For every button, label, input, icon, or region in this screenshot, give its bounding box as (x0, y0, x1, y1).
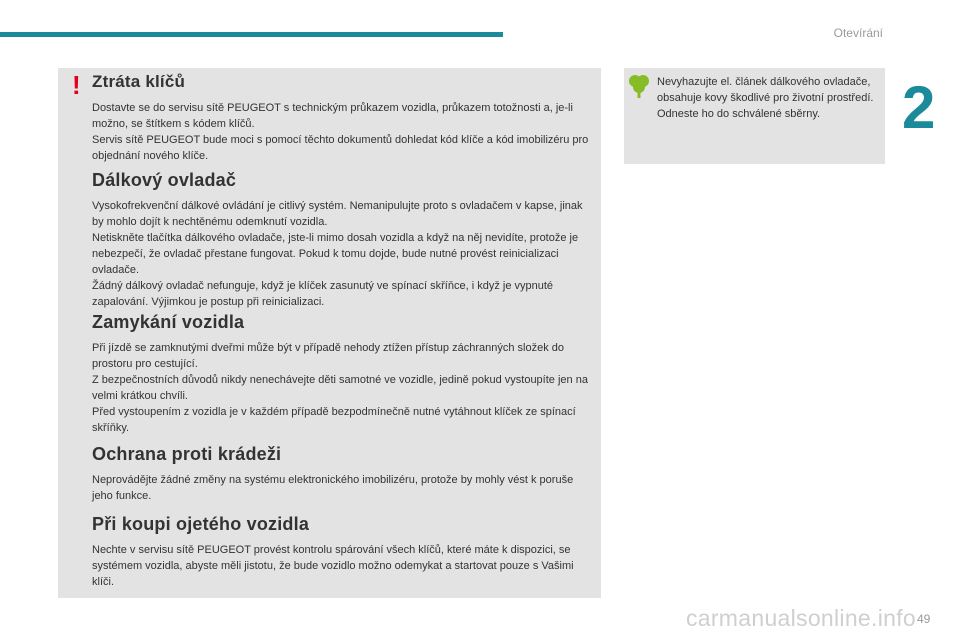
section-title-used-vehicle: Při koupi ojetého vozidla (92, 514, 310, 534)
section-title-remote-control: Dálkový ovladač (92, 170, 237, 190)
paragraph: Při jízdě se zamknutými dveřmi může být v případě nehody ztížen přístup záchranných složek do prostoru pro cestující. (92, 342, 564, 370)
eco-tree-icon (628, 73, 650, 99)
section-anti-theft (92, 444, 594, 504)
section-title-anti-theft: Ochrana proti krádeži (92, 444, 282, 464)
section-used-vehicle (92, 514, 594, 590)
page-number: 49 (917, 612, 931, 626)
warning-panel (58, 68, 601, 598)
paragraph: Před vystoupením z vozidla je v každém případě bezpodmínečně nutné vytáhnout klíček ze spínací skříňky. (92, 406, 576, 434)
paragraph: Vysokofrekvenční dálkové ovládání je citlivý systém. Nemanipulujte proto s ovladačem v kapse, jinak by mohlo dojít k nechtěnému odemknutí vozidla. (92, 200, 583, 228)
paragraph: Dostavte se do servisu sítě PEUGEOT s technickým průkazem vozidla, průkazem totožnosti a, je-li možno, se štítkem s kódem klíčů. (92, 102, 573, 130)
paragraph: Z bezpečnostních důvodů nikdy nenechávejte děti samotné ve vozidle, jedině pokud vystoupíte jen na velmi krátkou chvíli. (92, 374, 588, 402)
section-locking (92, 312, 594, 436)
section-title-locking: Zamykání vozidla (92, 312, 245, 332)
section-remote-control (92, 170, 594, 310)
header-accent-bar (0, 32, 503, 37)
paragraph: Žádný dálkový ovladač nefunguje, když je klíček zasunutý ve spínací skříňce, i když je vypnuté zapalování. Výjimkou je postup při reinicializaci. (92, 280, 554, 308)
section-title-lost-keys: Ztráta klíčů (92, 72, 186, 91)
eco-note-text (657, 74, 877, 122)
paragraph: Servis sítě PEUGEOT bude moci s pomocí těchto dokumentů dohledat kód klíče a kód imobilizéru pro objednání nového klíče. (92, 134, 589, 162)
exclamation-icon: ! (72, 70, 81, 100)
eco-note-panel (624, 68, 885, 164)
chapter-number: 2 (902, 74, 936, 141)
paragraph: Nechte v servisu sítě PEUGEOT provést kontrolu spárování všech klíčů, které máte k dispozici, se systémem vozidla, abyste měli jistotu, že bude vozidlo možno odemykat a startovat pouze s Vašimi klíči. (92, 544, 574, 588)
watermark: carmanualsonline.info (685, 605, 916, 631)
paragraph: Netiskněte tlačítka dálkového ovladače, jste-li mimo dosah vozidla a když na něj nevidíte, protože je nebezpečí, že ovladač přestane fungovat. Pokud k tomu dojde, bude nutné provést reinicializaci ovladače. (92, 232, 579, 276)
eco-note-line: Nevyhazujte el. článek dálkového ovladače, obsahuje kovy škodlivé pro životní prostředí. (657, 76, 874, 104)
section-title: Otevírání (833, 26, 883, 40)
paragraph: Neprovádějte žádné změny na systému elektronického imobilizéru, protože by mohly vést k poruše jeho funkce. (92, 474, 574, 502)
section-lost-keys (92, 72, 594, 164)
eco-note-line: Odneste ho do schválené sběrny. (657, 108, 821, 120)
